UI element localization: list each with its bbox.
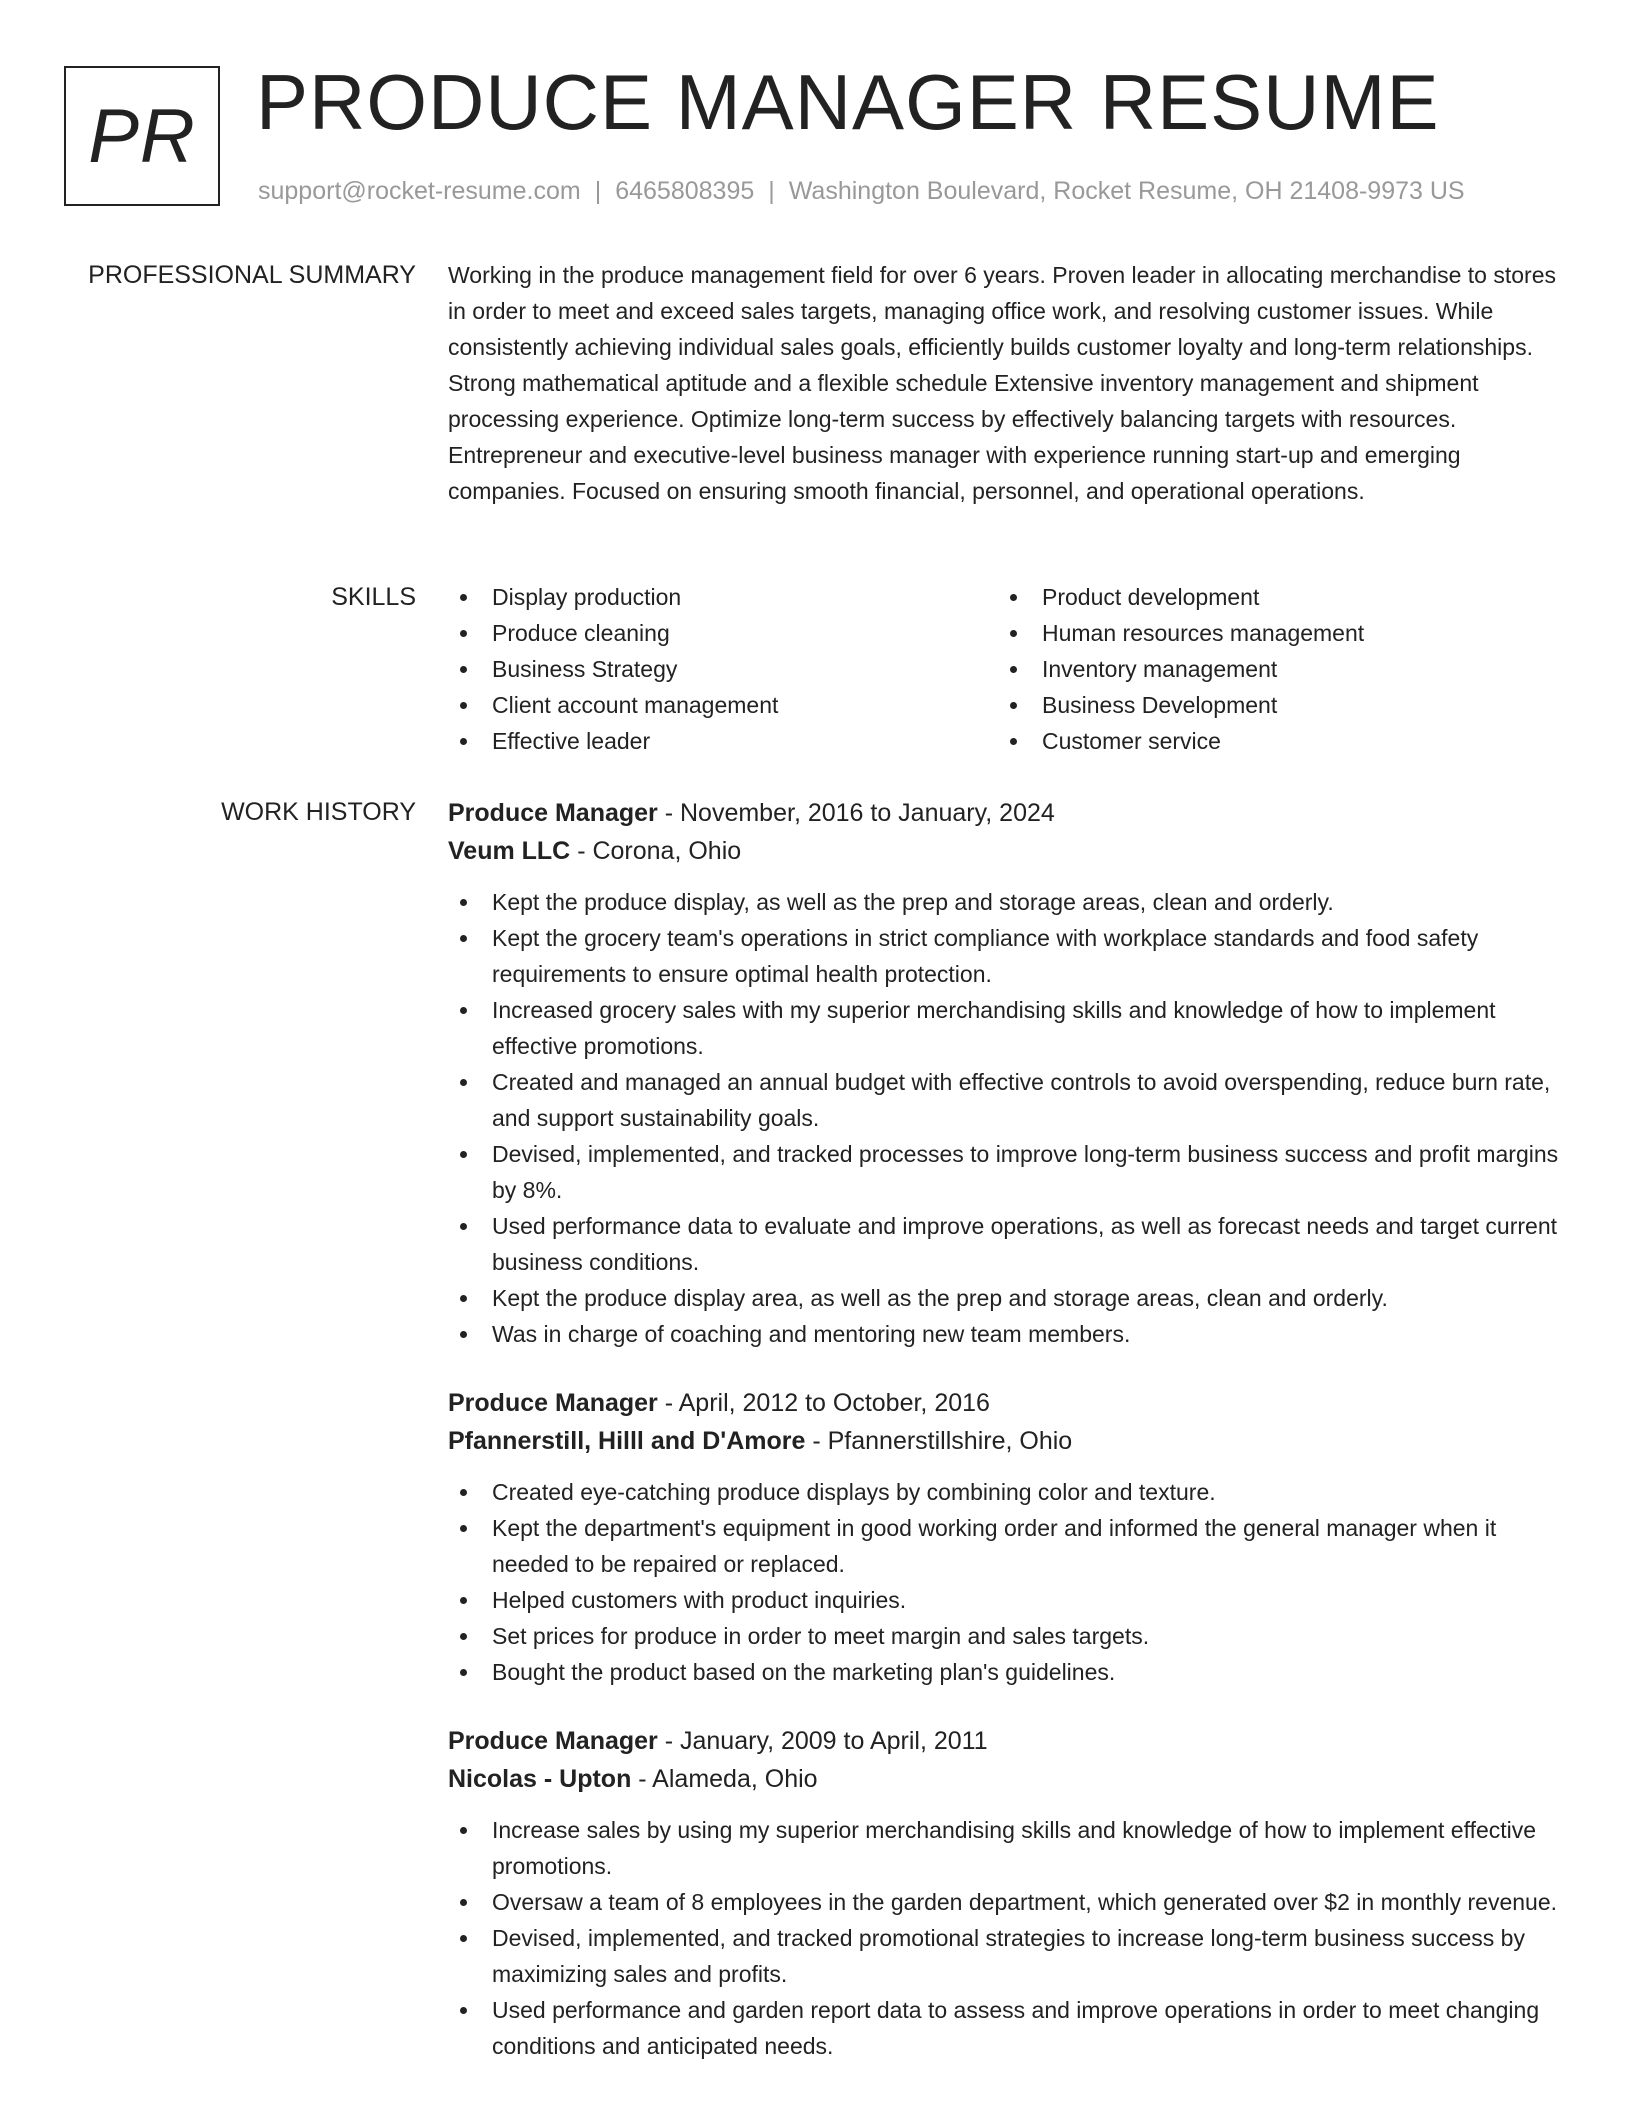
skill-item: Customer service [998, 723, 1548, 759]
job-duty: Set prices for produce in order to meet margin and sales targets. [448, 1618, 1578, 1654]
job-company: Veum LLC [448, 837, 571, 865]
job-dates: - November, 2016 to January, 2024 [657, 799, 1055, 827]
job-duties-list [448, 884, 1578, 1352]
job-duty: Kept the produce display area, as well as the prep and storage areas, clean and orderly. [448, 1280, 1578, 1316]
job-location: - Pfannerstillshire, Ohio [805, 1427, 1073, 1455]
skill-item: Business Development [998, 687, 1548, 723]
job-duty: Kept the department's equipment in good working order and informed the general manager when it needed to be repaired or replaced. [448, 1510, 1578, 1582]
job-duty: Kept the produce display, as well as the prep and storage areas, clean and orderly. [448, 884, 1578, 920]
job-duty: Kept the grocery team's operations in strict compliance with workplace standards and food safety requirements to ensure optimal health protection. [448, 920, 1578, 992]
job-duty: Increase sales by using my superior merchandising skills and knowledge of how to implement effective promotions. [448, 1812, 1578, 1884]
work-history-body [448, 794, 1578, 2096]
skill-item: Produce cleaning [448, 615, 998, 651]
job-entry [448, 1722, 1578, 2064]
contact-separator: | [768, 177, 775, 205]
skill-item: Business Strategy [448, 651, 998, 687]
job-duty: Devised, implemented, and tracked promotional strategies to increase long-term business success by maximizing sales and profits. [448, 1920, 1578, 1992]
job-location: - Corona, Ohio [570, 837, 742, 865]
contact-line [258, 174, 1465, 208]
summary-text: Working in the produce management field for over 6 years. Proven leader in allocating merchandise to stores in order to meet and exceed sales targets, managing office work, and resolving customer issues. While consistently achieving individual sales goals, efficiently builds customer loyalty and long-term relationships. Strong mathematical aptitude and a flexible schedule Extensive inventory management and shipment processing experience. Optimize long-term success by effectively balancing targets with resources. Entrepreneur and executive-level business manager with experience running start-up and emerging companies. Focused on ensuring smooth financial, personnel, and operational operations. [448, 262, 1556, 504]
job-duty: Was in charge of coaching and mentoring new team members. [448, 1316, 1578, 1352]
job-title-line [448, 1722, 1578, 1760]
job-duty: Created eye-catching produce displays by combining color and texture. [448, 1474, 1578, 1510]
skill-item: Display production [448, 579, 998, 615]
job-dates: - April, 2012 to October, 2016 [657, 1389, 990, 1417]
contact-email: support@rocket-resume.com [258, 177, 581, 205]
job-title: Produce Manager [448, 799, 658, 827]
job-dates: - January, 2009 to April, 2011 [657, 1727, 988, 1755]
job-duties-list [448, 1474, 1578, 1690]
job-entry [448, 1384, 1578, 1690]
job-company: Nicolas - Upton [448, 1765, 632, 1793]
job-company-line [448, 1422, 1578, 1460]
contact-address: Washington Boulevard, Rocket Resume, OH 21408-9973 US [788, 177, 1465, 205]
skill-item: Human resources management [998, 615, 1548, 651]
job-duty: Increased grocery sales with my superior merchandising skills and knowledge of how to implement effective promotions. [448, 992, 1578, 1064]
skills-list-left [448, 579, 998, 759]
job-company: Pfannerstill, Hilll and D'Amore [448, 1427, 806, 1455]
contact-phone: 6465808395 [615, 177, 755, 205]
job-company-line [448, 1760, 1578, 1798]
skills-list-right [998, 579, 1548, 759]
job-duty: Helped customers with product inquiries. [448, 1582, 1578, 1618]
job-title-line [448, 794, 1578, 832]
section-label-skills: SKILLS [331, 583, 416, 611]
job-duty: Used performance data to evaluate and improve operations, as well as forecast needs and target current business conditions. [448, 1208, 1578, 1280]
job-title: Produce Manager [448, 1389, 658, 1417]
section-label-work-history: WORK HISTORY [221, 798, 416, 826]
summary-body [448, 257, 1578, 509]
job-entry [448, 794, 1578, 1352]
skill-item: Effective leader [448, 723, 998, 759]
contact-separator: | [594, 177, 602, 205]
section-label-summary: PROFESSIONAL SUMMARY [88, 261, 416, 289]
skill-item: Product development [998, 579, 1548, 615]
job-duty: Created and managed an annual budget with effective controls to avoid overspending, reduce burn rate, and support sustainability goals. [448, 1064, 1578, 1136]
job-duty: Bought the product based on the marketing plan's guidelines. [448, 1654, 1578, 1690]
monogram-box [64, 66, 220, 206]
job-duty: Devised, implemented, and tracked processes to improve long-term business success and profit margins by 8%. [448, 1136, 1578, 1208]
job-duties-list [448, 1812, 1578, 2064]
monogram-initials: PR [88, 93, 196, 179]
job-title-line [448, 1384, 1578, 1422]
skills-body [448, 579, 1578, 759]
job-duty: Oversaw a team of 8 employees in the garden department, which generated over $2 in monthly revenue. [448, 1884, 1578, 1920]
skills-columns [448, 579, 1578, 759]
page-title: PRODUCE MANAGER RESUME [256, 58, 1440, 146]
job-location: - Alameda, Ohio [631, 1765, 818, 1793]
job-duty: Used performance and garden report data to assess and improve operations in order to meet changing conditions and anticipated needs. [448, 1992, 1578, 2064]
skill-item: Client account management [448, 687, 998, 723]
skill-item: Inventory management [998, 651, 1548, 687]
job-title: Produce Manager [448, 1727, 658, 1755]
job-company-line [448, 832, 1578, 870]
